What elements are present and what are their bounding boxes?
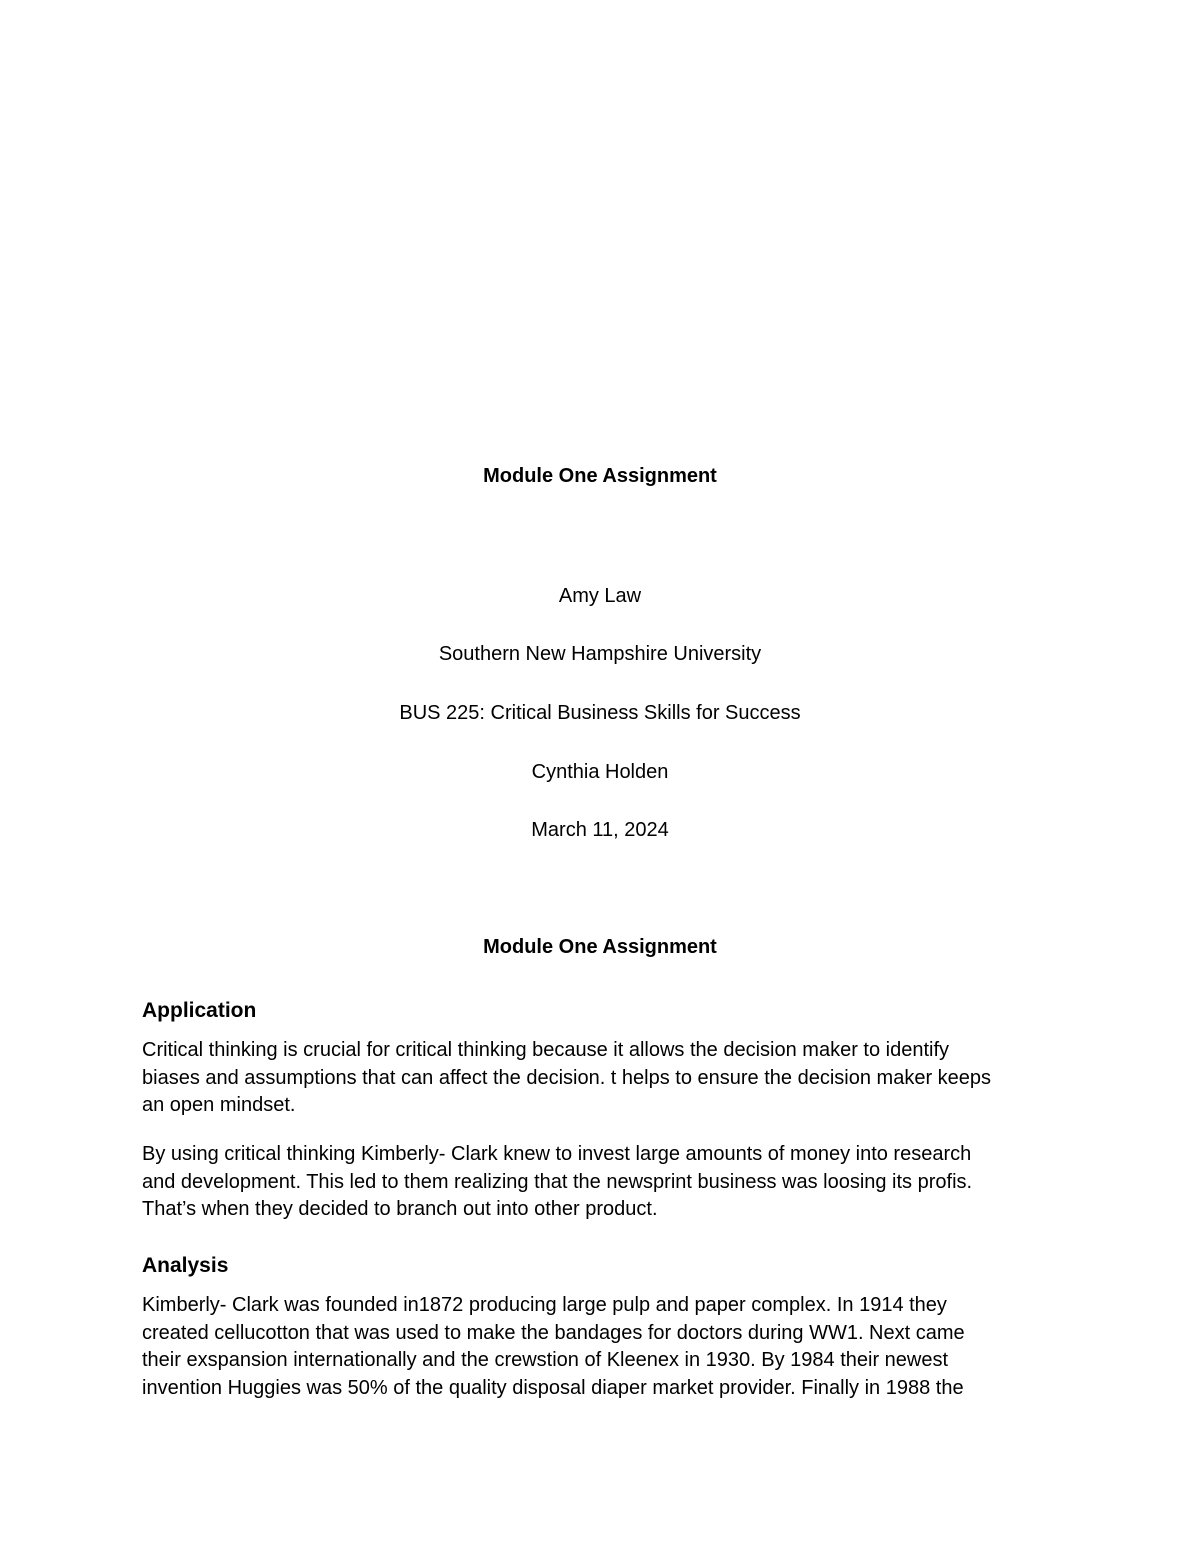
paragraph-line: an open mindset. (142, 1094, 296, 1116)
paragraph-line: and development. This led to them realizing that the newsprint business was loosing its profis. (142, 1170, 973, 1193)
title-page-title: Module One Assignment (483, 465, 717, 487)
application-paragraph-1 (142, 1037, 1062, 1120)
author-name: Amy Law (558, 585, 642, 607)
application-paragraph-2 (142, 1141, 1062, 1224)
section-heading-analysis: Analysis (142, 1254, 229, 1277)
paragraph-line: biases and assumptions that can affect the decision. t helps to ensure the decision maker keeps (142, 1066, 992, 1089)
institution-name: Southern New Hampshire University (438, 643, 762, 665)
course-name: BUS 225: Critical Business Skills for Success (399, 702, 801, 724)
body-heading: Module One Assignment (483, 936, 717, 958)
paragraph-line: created cellucotton that was used to make the bandages for doctors during WW1. Next came (142, 1321, 965, 1344)
paragraph-line: By using critical thinking Kimberly- Clark knew to invest large amounts of money into research (142, 1143, 972, 1165)
analysis-paragraph-1 (142, 1292, 1062, 1402)
paragraph-line: invention Huggies was 50% of the quality disposal diaper market provider. Finally in 1988 the (142, 1376, 964, 1399)
section-heading-application: Application (142, 999, 257, 1022)
paragraph-line: Kimberly- Clark was founded in1872 producing large pulp and paper complex. In 1914 they (142, 1294, 947, 1316)
paragraph-line: That’s when they decided to branch out into other product. (142, 1198, 658, 1220)
paragraph-line: Critical thinking is crucial for critical thinking because it allows the decision maker to identify (142, 1039, 950, 1061)
paragraph-line: their exspansion internationally and the crewstion of Kleenex in 1930. By 1984 their newest (142, 1349, 949, 1371)
submission-date: March 11, 2024 (531, 819, 669, 841)
instructor-name: Cynthia Holden (531, 761, 669, 783)
